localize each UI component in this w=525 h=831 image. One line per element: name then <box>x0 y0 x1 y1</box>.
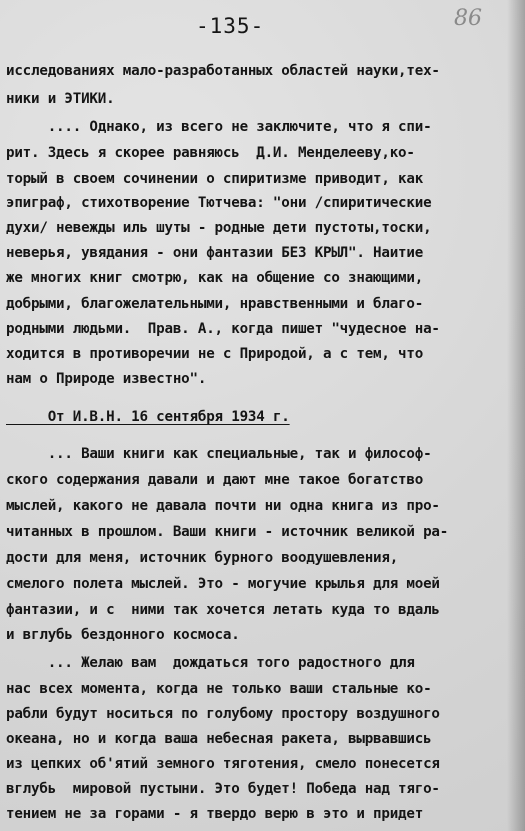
text-line: вглубь мировой пустыни. Это будет! Победа над тяго- <box>6 781 440 797</box>
text-line: ходится в противоречии не с Природой, а с тем, что <box>6 346 424 362</box>
text-line: нам о Природе известно". <box>6 371 207 387</box>
text-line: рабли будут носиться по голубому простору воздушного <box>6 706 440 722</box>
page-number: -135- <box>196 14 265 38</box>
text-line: ... Ваши книги как специальные, так и философ- <box>6 446 432 462</box>
text-line: эпиграф, стихотворение Тютчева: "они /спиритические <box>6 195 432 211</box>
text-line: духи/ невежды иль шуты - родные дети пустоты,тоски, <box>6 220 432 236</box>
page-edge-shadow <box>507 0 525 831</box>
text-line: ники и ЭТИКИ. <box>6 91 115 107</box>
text-line: ... Желаю вам дождаться того радостного для <box>6 655 415 671</box>
text-line: мыслей, какого не давала почти ни одна книга из про- <box>6 498 440 514</box>
text-line: торый в своем сочинении о спиритизме приводит, как <box>6 171 424 187</box>
text-line: фантазии, и с ними так хочется летать куда то вдаль <box>6 602 440 618</box>
text-line: дости для меня, источник бурного воодушевления, <box>6 550 399 566</box>
section-heading: От И.В.Н. 16 сентября 1934 г. <box>6 409 290 425</box>
text-line: смелого полета мыслей. Это - могучие крылья для моей <box>6 576 440 592</box>
text-line: ского содержания давали и дают мне такое богатство <box>6 472 424 488</box>
text-line: читанных в прошлом. Ваши книги - источник великой ра- <box>6 524 449 540</box>
text-line: рит. Здесь я скорее равняюсь Д.И. Менделееву,ко- <box>6 145 415 161</box>
text-line: и вглубь бездонного космоса. <box>6 627 240 643</box>
text-line: неверья, увядания - они фантазии БЕЗ КРЫЛ". Наитие <box>6 245 424 261</box>
text-line: добрыми, благожелательными, нравственными и благо- <box>6 296 424 312</box>
text-line: океана, но и когда ваша небесная ракета, вырвавшись <box>6 731 432 747</box>
text-line: нас всех момента, когда не только ваши стальные ко- <box>6 681 432 697</box>
text-line: исследованиях мало-разработанных областей науки,тех- <box>6 63 440 79</box>
text-line: родными людьми. Прав. А., когда пишет "чудесное на- <box>6 321 440 337</box>
text-line: же многих книг смотрю, как на общение со знающими, <box>6 270 424 286</box>
text-line: .... Однако, из всего не заключите, что я спи- <box>6 119 432 135</box>
text-line: из цепких об'ятий земного тяготения, смело понесется <box>6 756 440 772</box>
text-line: тением не за горами - я твердо верю в это и придет <box>6 806 424 822</box>
pencil-page-number: 86 <box>454 6 482 31</box>
